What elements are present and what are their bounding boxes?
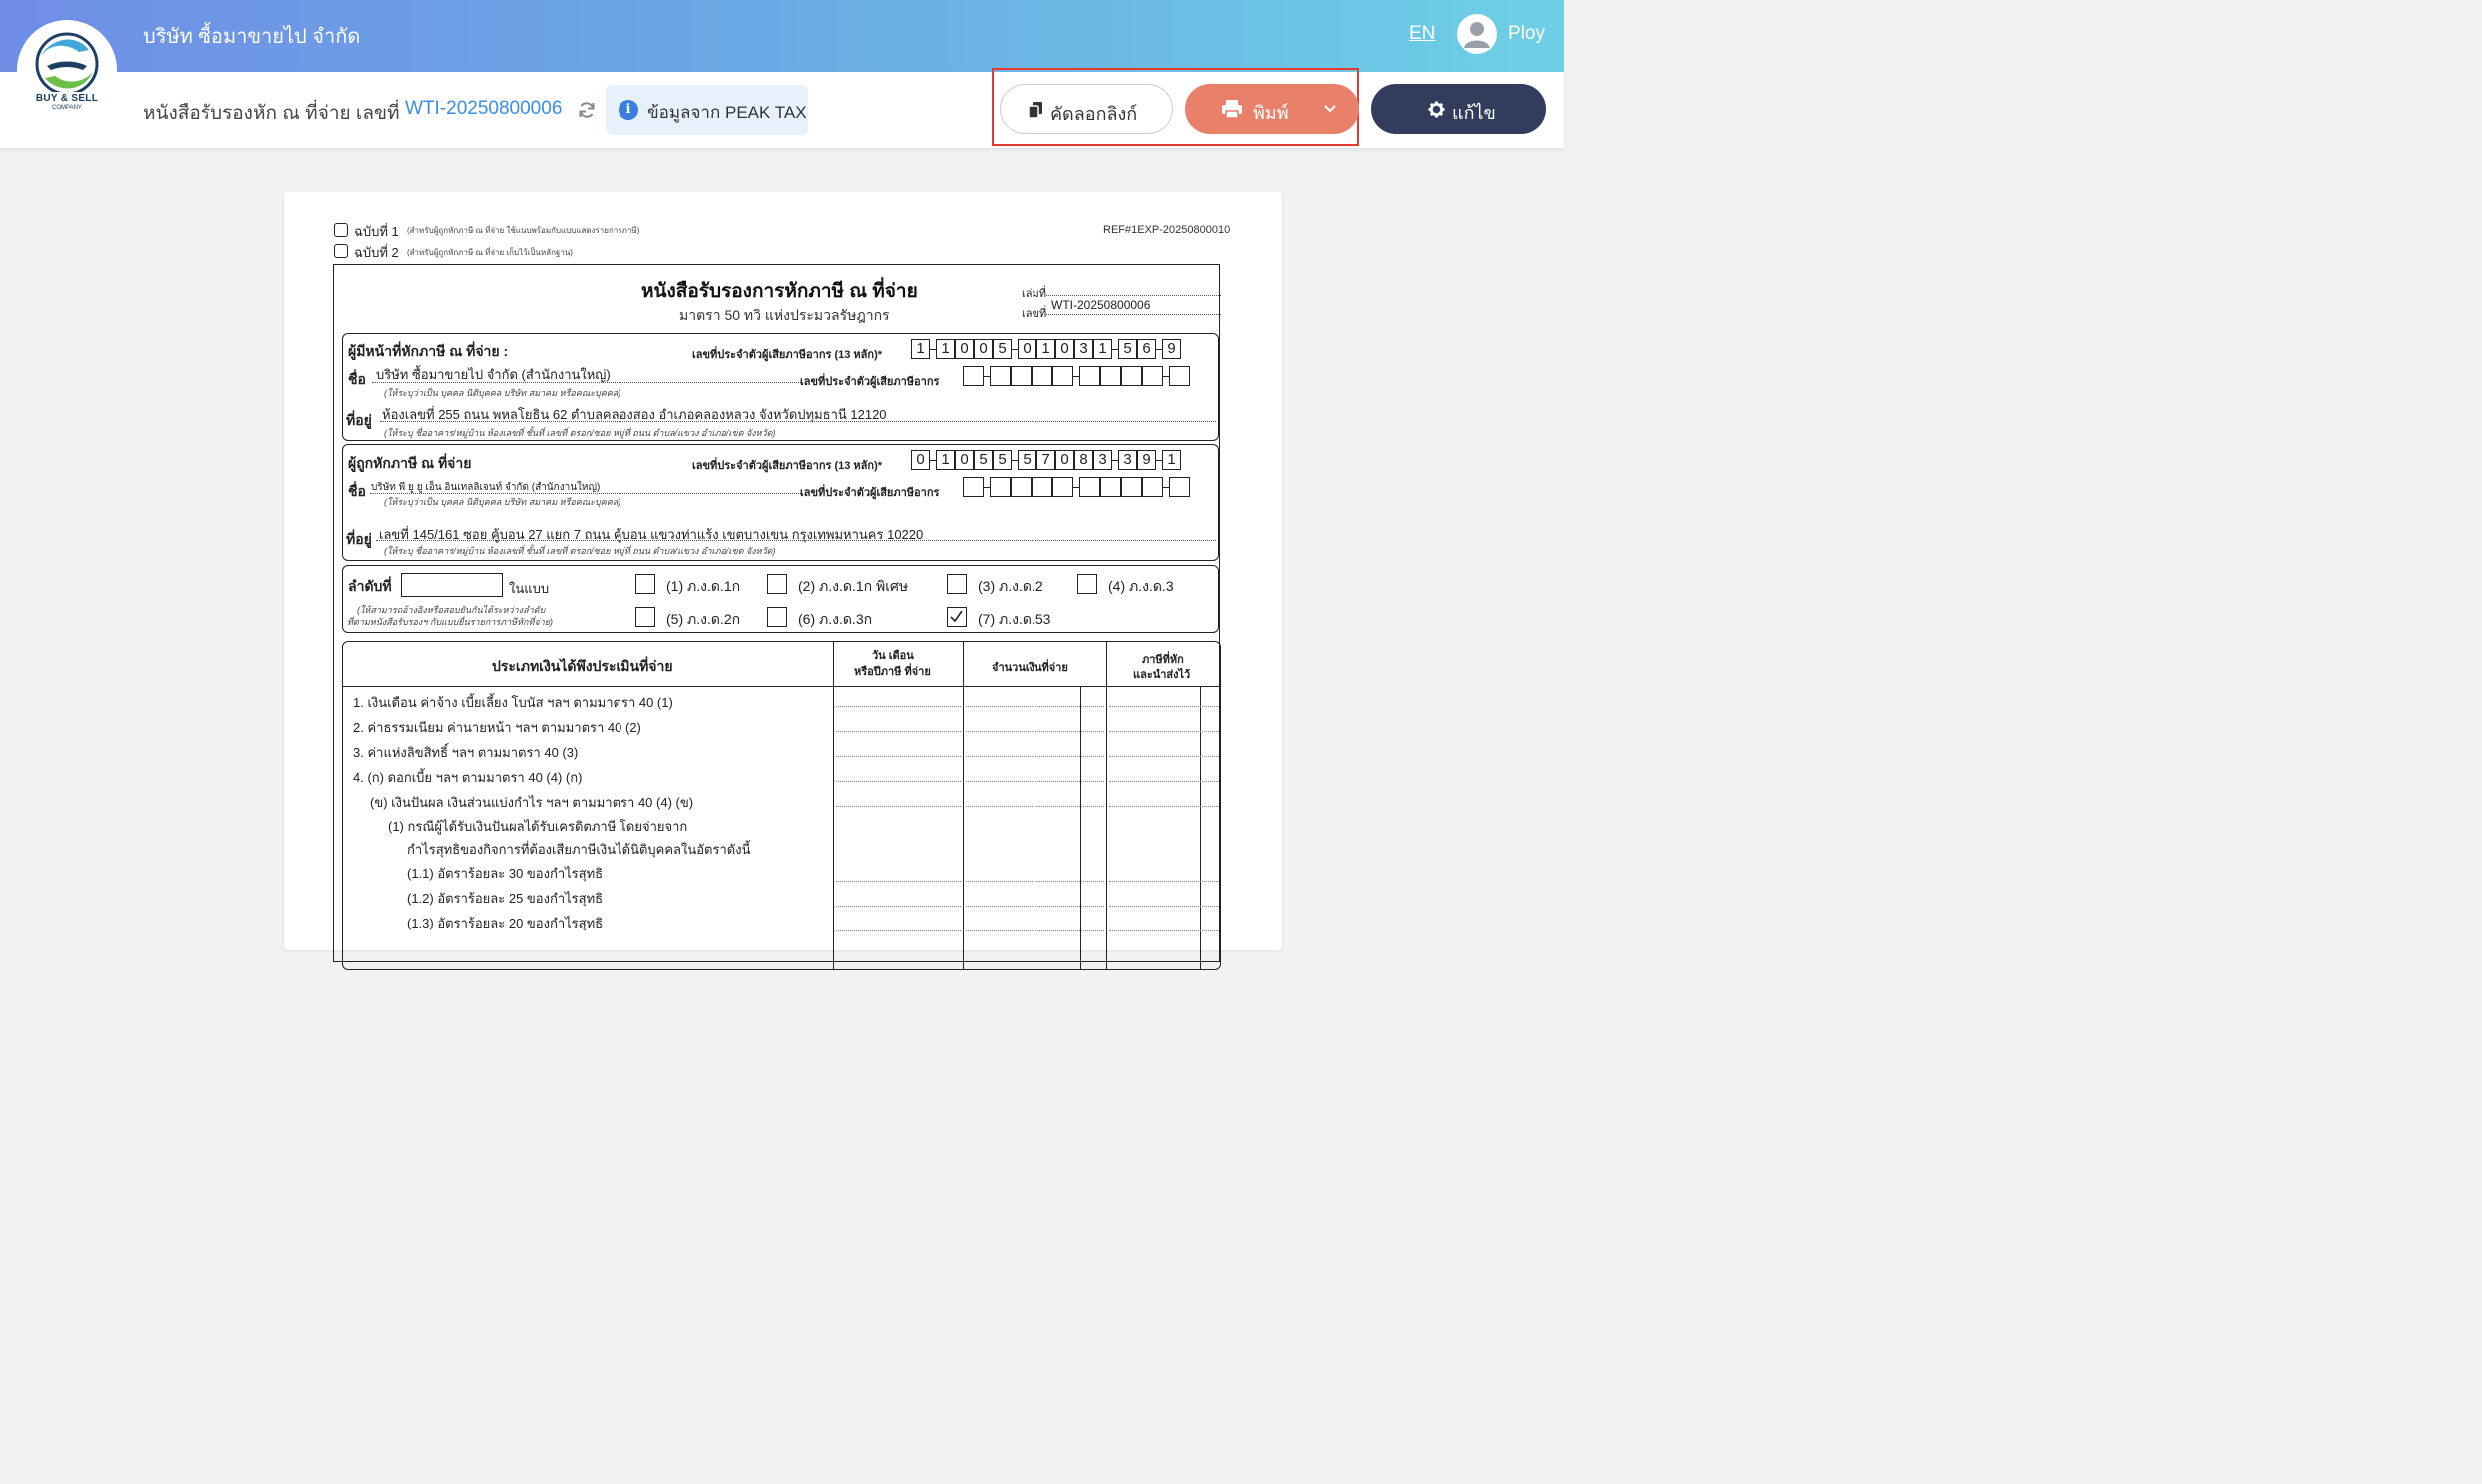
payee-name-line (370, 493, 801, 494)
payer-digit-box: 0 (1055, 339, 1074, 359)
payee-name-label: ชื่อ (348, 483, 366, 499)
order-number-input[interactable] (401, 573, 503, 597)
payee-digit-box: 5 (993, 450, 1012, 470)
payer-digit-box: 1 (911, 339, 930, 359)
payee-taxid-label: เลขที่ประจำตัวผู้เสียภาษีอากร (13 หลัก)* (692, 460, 883, 472)
gear-icon (1428, 101, 1445, 118)
table-col-line-2 (963, 641, 964, 970)
edit-button[interactable] (1371, 84, 1546, 134)
certificate-preview (284, 192, 1282, 950)
payer-digit-box: 6 (1137, 339, 1156, 359)
table-dotted-line (1109, 706, 1219, 707)
user-name[interactable]: Ploy (1508, 23, 1545, 44)
form-type-checkbox[interactable] (947, 607, 967, 627)
table-dotted-line (966, 706, 1104, 707)
form-type-label: (2) ภ.ง.ด.1ก พิเศษ (798, 578, 909, 594)
payer-heading: ผู้มีหน้าที่หักภาษี ณ ที่จ่าย : (348, 343, 509, 359)
payee-name-value: บริษัท พี ยู ยู เอ็น อินเทลลิเจนท์ จำกัด (สำนักงานใหญ่) (371, 482, 601, 493)
income-row-label: (ข) เงินปันผล เงินส่วนแบ่งกำไร ฯลฯ ตามมาตรา 40 (4) (ข) (370, 795, 694, 810)
table-dotted-line (836, 906, 961, 907)
print-label: พิมพ์ (1253, 103, 1289, 123)
payee-digit-box: 5 (1018, 450, 1036, 470)
payee-empty-box (963, 477, 984, 497)
payer-empty-box (1142, 366, 1163, 386)
income-row-label: 2. ค่าธรรมเนียม ค่านายหน้า ฯลฯ ตามมาตรา 40 (2) (353, 720, 641, 735)
payee-empty-box (1011, 477, 1032, 497)
payee-taxid2-label: เลขที่ประจำตัวผู้เสียภาษีอากร (800, 487, 940, 499)
payer-empty-box (1121, 366, 1142, 386)
language-switch-link[interactable]: EN (1409, 23, 1436, 44)
peak-tax-label: ข้อมูลจาก PEAK TAX (647, 103, 807, 122)
table-dotted-line (1109, 756, 1219, 757)
copy1-note: (สำหรับผู้ถูกหักภาษี ณ ที่จ่าย ใช้แนบพร้อมกับแบบแสดงรายการภาษี) (407, 226, 640, 235)
payer-empty-box (1100, 366, 1121, 386)
payee-empty-box (1079, 477, 1100, 497)
avatar[interactable] (1457, 14, 1497, 54)
table-col-tax-line2: และนำส่งไว้ (1133, 669, 1191, 681)
table-dotted-line (836, 731, 961, 732)
payer-digit-box: 3 (1074, 339, 1093, 359)
table-dotted-line (966, 756, 1104, 757)
payee-digit-box: 0 (911, 450, 930, 470)
payee-address-value: เลขที่ 145/161 ซอย คู้บอน 27 แยก 7 ถนน คู้บอน แขวงท่าแร้ง เขตบางเขน กรุงเทพมหานคร 10220 (379, 527, 924, 542)
payer-digit-box: 0 (955, 339, 974, 359)
book-label: เล่มที่ (1022, 288, 1047, 300)
peak-tax-info-chip[interactable] (606, 85, 808, 135)
income-row-label: กำไรสุทธิของกิจการที่ต้องเสียภาษีเงินได้นิติบุคคลในอัตราดังนี้ (407, 842, 751, 857)
payer-address-label: ที่อยู่ (346, 412, 372, 428)
payer-empty-box (1169, 366, 1190, 386)
payer-digit-box: 5 (993, 339, 1012, 359)
table-dotted-line (1109, 806, 1219, 807)
refresh-icon[interactable] (577, 100, 597, 120)
form-type-checkbox[interactable] (767, 574, 787, 594)
copy2-label: ฉบับที่ 2 (354, 245, 399, 260)
income-row-label: (1.1) อัตราร้อยละ 30 ของกำไรสุทธิ (407, 866, 604, 881)
table-dotted-line (836, 881, 961, 882)
payee-digit-box: 1 (936, 450, 955, 470)
table-dotted-line (836, 756, 961, 757)
payer-taxid2-label: เลขที่ประจำตัวผู้เสียภาษีอากร (800, 376, 940, 388)
no-line (1046, 314, 1221, 315)
payer-address-value: ห้องเลขที่ 255 ถนน พหลโยธิน 62 ตำบลคลองสอง อำเภอคลองหลวง จังหวัดปทุมธานี 12120 (382, 407, 887, 422)
payer-digit-box: 0 (974, 339, 993, 359)
payee-empty-box (1142, 477, 1163, 497)
income-row-label: (1) กรณีผู้ได้รับเงินปันผลได้รับเครดิตภาษี โดยจ่ายจาก (388, 819, 688, 834)
payer-address-line (380, 421, 1216, 422)
form-type-label: (3) ภ.ง.ด.2 (978, 578, 1043, 594)
table-satang-line-2 (1200, 686, 1201, 970)
table-satang-line-1 (1080, 686, 1081, 970)
form-type-label: (5) ภ.ง.ด.2ก (666, 611, 741, 627)
payee-empty-box (1169, 477, 1190, 497)
table-col-income-type: ประเภทเงินได้พึงประเมินที่จ่าย (492, 658, 673, 674)
info-icon: i (619, 100, 638, 120)
table-dotted-line (966, 881, 1104, 882)
form-type-label: (6) ภ.ง.ด.3ก (798, 611, 873, 627)
logo-subtext: COMPANY (52, 105, 82, 111)
payer-digit-box: 1 (936, 339, 955, 359)
table-dotted-line (966, 930, 1104, 931)
top-bar (0, 0, 1564, 72)
payer-empty-box (990, 366, 1011, 386)
table-dotted-line (836, 930, 961, 931)
form-type-checkbox[interactable] (635, 607, 655, 627)
copy2-checkbox[interactable] (334, 244, 348, 258)
income-row-label: (1.2) อัตราร้อยละ 25 ของกำไรสุทธิ (407, 891, 604, 906)
reference-number: REF#1EXP-20250800010 (1103, 224, 1231, 236)
table-col-tax-line1: ภาษีที่หัก (1142, 654, 1184, 666)
form-type-label: (7) ภ.ง.ด.53 (978, 611, 1051, 627)
form-type-label: (4) ภ.ง.ด.3 (1108, 578, 1174, 594)
payee-address-note: (ให้ระบุ ชื่ออาคาร/หมู่บ้าน ห้องเลขที่ ชั้นที่ เลขที่ ตรอก/ซอย หมู่ที่ ถนน ตำบล/แขวง อำเภอ/เขต จังหวัด) (384, 546, 776, 556)
payee-address-line (376, 540, 1216, 541)
income-row-label: 1. เงินเดือน ค่าจ้าง เบี้ยเลี้ยง โบนัส ฯลฯ ตามมาตรา 40 (1) (353, 695, 673, 710)
company-logo (17, 20, 117, 120)
table-col-line-3 (1106, 641, 1107, 970)
table-dotted-line (836, 706, 961, 707)
payer-name-line (372, 382, 801, 383)
form-type-checkbox[interactable] (947, 574, 967, 594)
chevron-down-icon[interactable] (1323, 104, 1337, 114)
payee-name-note: (ให้ระบุว่าเป็น บุคคล นิติบุคคล บริษัท สมาคม หรือคณะบุคคล) (384, 497, 621, 507)
payee-digit-box: 5 (974, 450, 993, 470)
payer-empty-box (1052, 366, 1073, 386)
book-line (1046, 295, 1221, 296)
document-title: หนังสือรับรองหัก ณ ที่จ่าย เลขที่ (143, 103, 400, 124)
copy-icon (1028, 101, 1043, 119)
payee-empty-box (1052, 477, 1073, 497)
table-dotted-line (1109, 731, 1219, 732)
payee-digit-box: 3 (1118, 450, 1137, 470)
payee-empty-box (1032, 477, 1052, 497)
payee-digit-box: 7 (1036, 450, 1055, 470)
copy2-note: (สำหรับผู้ถูกหักภาษี ณ ที่จ่าย เก็บไว้เป็นหลักฐาน) (407, 248, 573, 257)
payer-digit-box: 0 (1018, 339, 1036, 359)
income-row-label: 4. (ก) ดอกเบี้ย ฯลฯ ตามมาตรา 40 (4) (ก) (353, 770, 583, 785)
payee-digit-box: 0 (955, 450, 974, 470)
logo-text: BUY & SELL (35, 93, 99, 104)
payer-digit-box: 1 (1036, 339, 1055, 359)
table-dotted-line (1109, 881, 1219, 882)
payer-empty-box (963, 366, 984, 386)
payee-digit-box: 1 (1162, 450, 1181, 470)
order-note-1: (ให้สามารถอ้างอิงหรือสอบยันกันได้ระหว่างลำดับ (357, 605, 546, 615)
table-dotted-line (966, 806, 1104, 807)
copy1-checkbox[interactable] (334, 223, 348, 237)
table-dotted-line (966, 906, 1104, 907)
form-type-checkbox[interactable] (1077, 574, 1097, 594)
payee-address-label: ที่อยู่ (346, 531, 372, 547)
payee-heading: ผู้ถูกหักภาษี ณ ที่จ่าย (348, 455, 472, 471)
payee-digit-box: 8 (1074, 450, 1093, 470)
order-note-2: ที่ตามหนังสือรับรองฯ กับแบบยื่นรายการภาษีหักที่จ่าย) (347, 617, 554, 627)
table-dotted-line (1109, 781, 1219, 782)
payer-digit-box: 9 (1162, 339, 1181, 359)
table-dotted-line (966, 781, 1104, 782)
payee-digit-box: 9 (1137, 450, 1156, 470)
no-label: เลขที่ (1022, 308, 1047, 320)
copy-link-button[interactable] (1000, 84, 1173, 134)
print-button[interactable] (1185, 84, 1359, 134)
table-col-line-1 (833, 641, 834, 970)
form-type-checkbox[interactable] (635, 574, 655, 594)
table-col-amount: จำนวนเงินที่จ่าย (992, 662, 1068, 674)
payee-digit-box: 3 (1093, 450, 1112, 470)
no-value: WTI-20250800006 (1051, 298, 1151, 312)
table-col-date-line2: หรือปีภาษี ที่จ่าย (854, 666, 931, 678)
payee-empty-box (1121, 477, 1142, 497)
table-dotted-line (836, 781, 961, 782)
document-number: WTI-20250800006 (405, 98, 563, 119)
table-header-line (342, 686, 1221, 687)
payer-empty-box (1011, 366, 1032, 386)
payee-empty-box (1100, 477, 1121, 497)
payee-digit-box: 0 (1055, 450, 1074, 470)
table-dotted-line (836, 806, 961, 807)
payee-empty-box (990, 477, 1011, 497)
payer-taxid-label: เลขที่ประจำตัวผู้เสียภาษีอากร (13 หลัก)* (692, 349, 883, 361)
payer-name-note: (ให้ระบุว่าเป็น บุคคล นิติบุคคล บริษัท สมาคม หรือคณะบุคคล) (384, 388, 621, 398)
form-title: หนังสือรับรองการหักภาษี ณ ที่จ่าย (641, 281, 918, 302)
copy-link-label: คัดลอกลิงก์ (1050, 104, 1138, 124)
copy1-label: ฉบับที่ 1 (354, 224, 399, 239)
income-row-label: (1.3) อัตราร้อยละ 20 ของกำไรสุทธิ (407, 916, 604, 930)
table-dotted-line (1109, 906, 1219, 907)
form-subtitle: มาตรา 50 ทวิ แห่งประมวลรัษฎากร (679, 307, 890, 323)
document-toolbar (0, 72, 1564, 149)
table-dotted-line (966, 731, 1104, 732)
handshake-logo-icon (17, 20, 117, 92)
printer-icon (1221, 99, 1243, 119)
payer-digit-box: 5 (1118, 339, 1137, 359)
order-label: ลำดับที่ (348, 578, 392, 594)
company-name: บริษัท ซื้อมาขายไป จำกัด (143, 26, 361, 48)
payer-empty-box (1032, 366, 1052, 386)
income-row-label: 3. ค่าแห่งลิขสิทธิ์ ฯลฯ ตามมาตรา 40 (3) (353, 745, 579, 760)
edit-label: แก้ไข (1452, 103, 1496, 123)
form-type-checkbox[interactable] (767, 607, 787, 627)
user-icon (1457, 14, 1497, 54)
table-col-date-line1: วัน เดือน (872, 650, 914, 662)
payer-digit-box: 1 (1093, 339, 1112, 359)
form-type-label: (1) ภ.ง.ด.1ก (666, 578, 741, 594)
order-in-form-label: ในแบบ (509, 581, 550, 596)
payer-empty-box (1079, 366, 1100, 386)
payer-address-note: (ให้ระบุ ชื่ออาคาร/หมู่บ้าน ห้องเลขที่ ชั้นที่ เลขที่ ตรอก/ซอย หมู่ที่ ถนน ตำบล/แขวง อำเภอ/เขต จังหวัด) (384, 428, 776, 438)
checkmark-icon (948, 608, 965, 625)
table-dotted-line (1109, 930, 1219, 931)
payer-name-label: ชื่อ (348, 371, 366, 387)
payer-name-value: บริษัท ซื้อมาขายไป จำกัด (สำนักงานใหญ่) (376, 367, 611, 382)
